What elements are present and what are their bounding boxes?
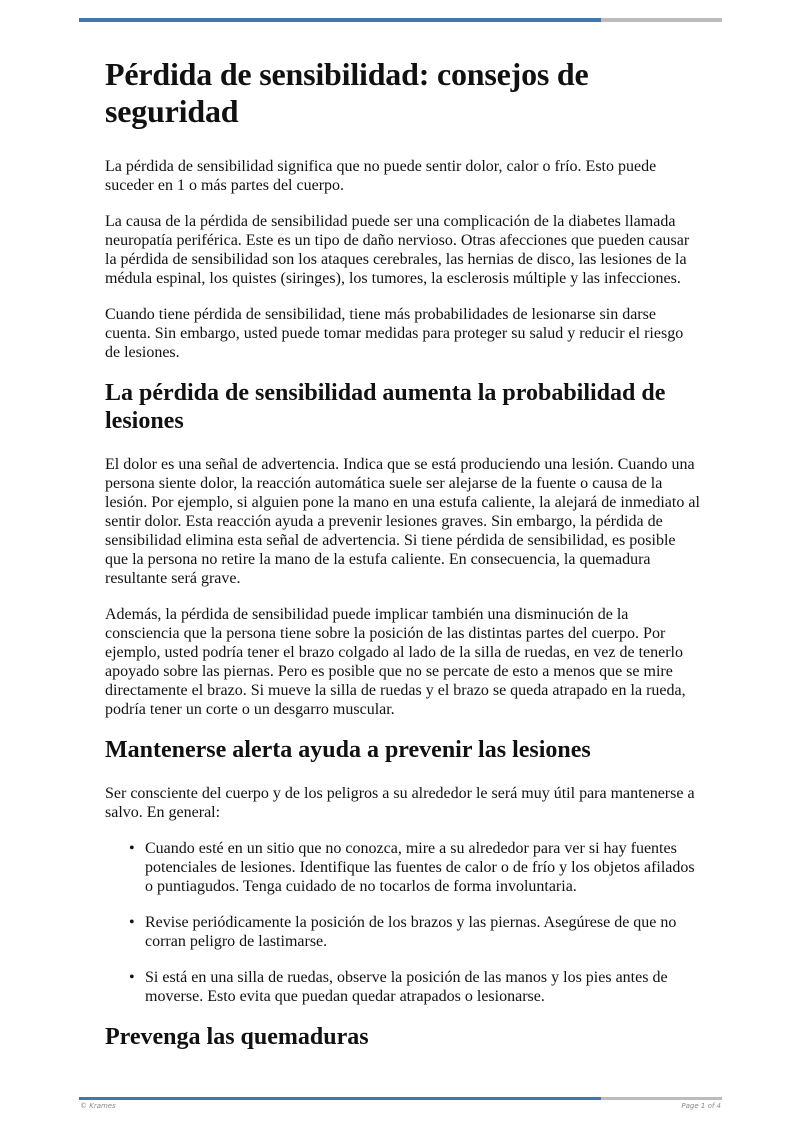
section-heading: Mantenerse alerta ayuda a prevenir las lesiones [105, 737, 591, 763]
intro-paragraph: Cuando tiene pérdida de sensibilidad, tiene más probabilidades de lesionarse sin darse cuenta. Sin embargo, usted puede tomar medidas para proteger su salud y reducir el riesgo de lesiones. [105, 306, 684, 361]
list-item-text: Revise periódicamente la posición de los brazos y las piernas. Asegúrese de que no corran peligro de lastimarse. [145, 914, 677, 950]
header-divider-track [601, 18, 722, 22]
header-divider-bar [79, 18, 722, 22]
section-paragraph: Ser consciente del cuerpo y de los peligros a su alrededor le será muy útil para mantenerse a salvo. En general: [105, 785, 695, 821]
section-heading: Prevenga las quemaduras [105, 1024, 369, 1050]
footer-divider-track [601, 1097, 722, 1100]
list-item [129, 913, 700, 951]
list-item-text: Si está en una silla de ruedas, observe la posición de las manos y los pies antes de moverse. Esto evita que puedan quedar atrapados o lesionarse. [145, 969, 668, 1005]
bullet-icon: • [129, 840, 135, 857]
bullet-icon: • [129, 914, 135, 931]
bullet-icon: • [129, 969, 135, 986]
footer-copyright: © Krames [80, 1102, 116, 1110]
section-paragraph: El dolor es una señal de advertencia. Indica que se está produciendo una lesión. Cuando una persona siente dolor, la reacción automática suele ser alejarse de la fuente o causa de la lesión. Por ejemplo, si alguien pone la mano en una estufa caliente, la alejará de inmediato al sentir dolor. Esta reacción ayuda a prevenir lesiones graves. Sin embargo, la pérdida de sensibilidad elimina esta señal de advertencia. Si tiene pérdida de sensibilidad, es posible que la persona no retire la mano de la estufa caliente. En consecuencia, la quemadura resultante será grave. [105, 456, 700, 587]
intro-paragraph: La pérdida de sensibilidad significa que no puede sentir dolor, calor o frío. Esto puede suceder en 1 o más partes del cuerpo. [105, 158, 657, 194]
section-heading: La pérdida de sensibilidad aumenta la probabilidad de lesiones [105, 380, 666, 434]
footer-divider-accent [79, 1097, 601, 1100]
list-item-text: Cuando esté en un sitio que no conozca, mire a su alrededor para ver si hay fuentes potenciales de lesiones. Identifique las fuentes de calor o de frío y los objetos afilados o puntiagudos. Tenga cuidado de no tocarlos de forma involuntaria. [145, 840, 695, 895]
list-item [129, 968, 700, 1006]
document-title: Pérdida de sensibilidad: consejos de seguridad [105, 56, 589, 129]
footer-divider-bar [79, 1097, 722, 1100]
document-body [105, 56, 700, 1071]
header-divider-accent [79, 18, 601, 22]
list-item [129, 839, 700, 896]
footer-page-number: Page 1 of 4 [681, 1102, 721, 1110]
intro-paragraph: La causa de la pérdida de sensibilidad puede ser una complicación de la diabetes llamada neuropatía periférica. Este es un tipo de daño nervioso. Otras afecciones que pueden causar la pérdida de sensibilidad son los ataques cerebrales, las hernias de disco, las lesiones de la médula espinal, los quistes (siringes), los tumores, la esclerosis múltiple y las infecciones. [105, 213, 690, 287]
section-paragraph: Además, la pérdida de sensibilidad puede implicar también una disminución de la consciencia que la persona tiene sobre la posición de las distintas partes del cuerpo. Por ejemplo, usted podría tener el brazo colgado al lado de la silla de ruedas, en vez de tenerlo apoyado sobre las piernas. Pero es posible que no se percate de esto a menos que se mire directamente el brazo. Si mueve la silla de ruedas y el brazo se queda atrapado en la rueda, podría tener un corte o un desgarro muscular. [105, 606, 686, 718]
safety-tips-list [105, 839, 700, 1006]
